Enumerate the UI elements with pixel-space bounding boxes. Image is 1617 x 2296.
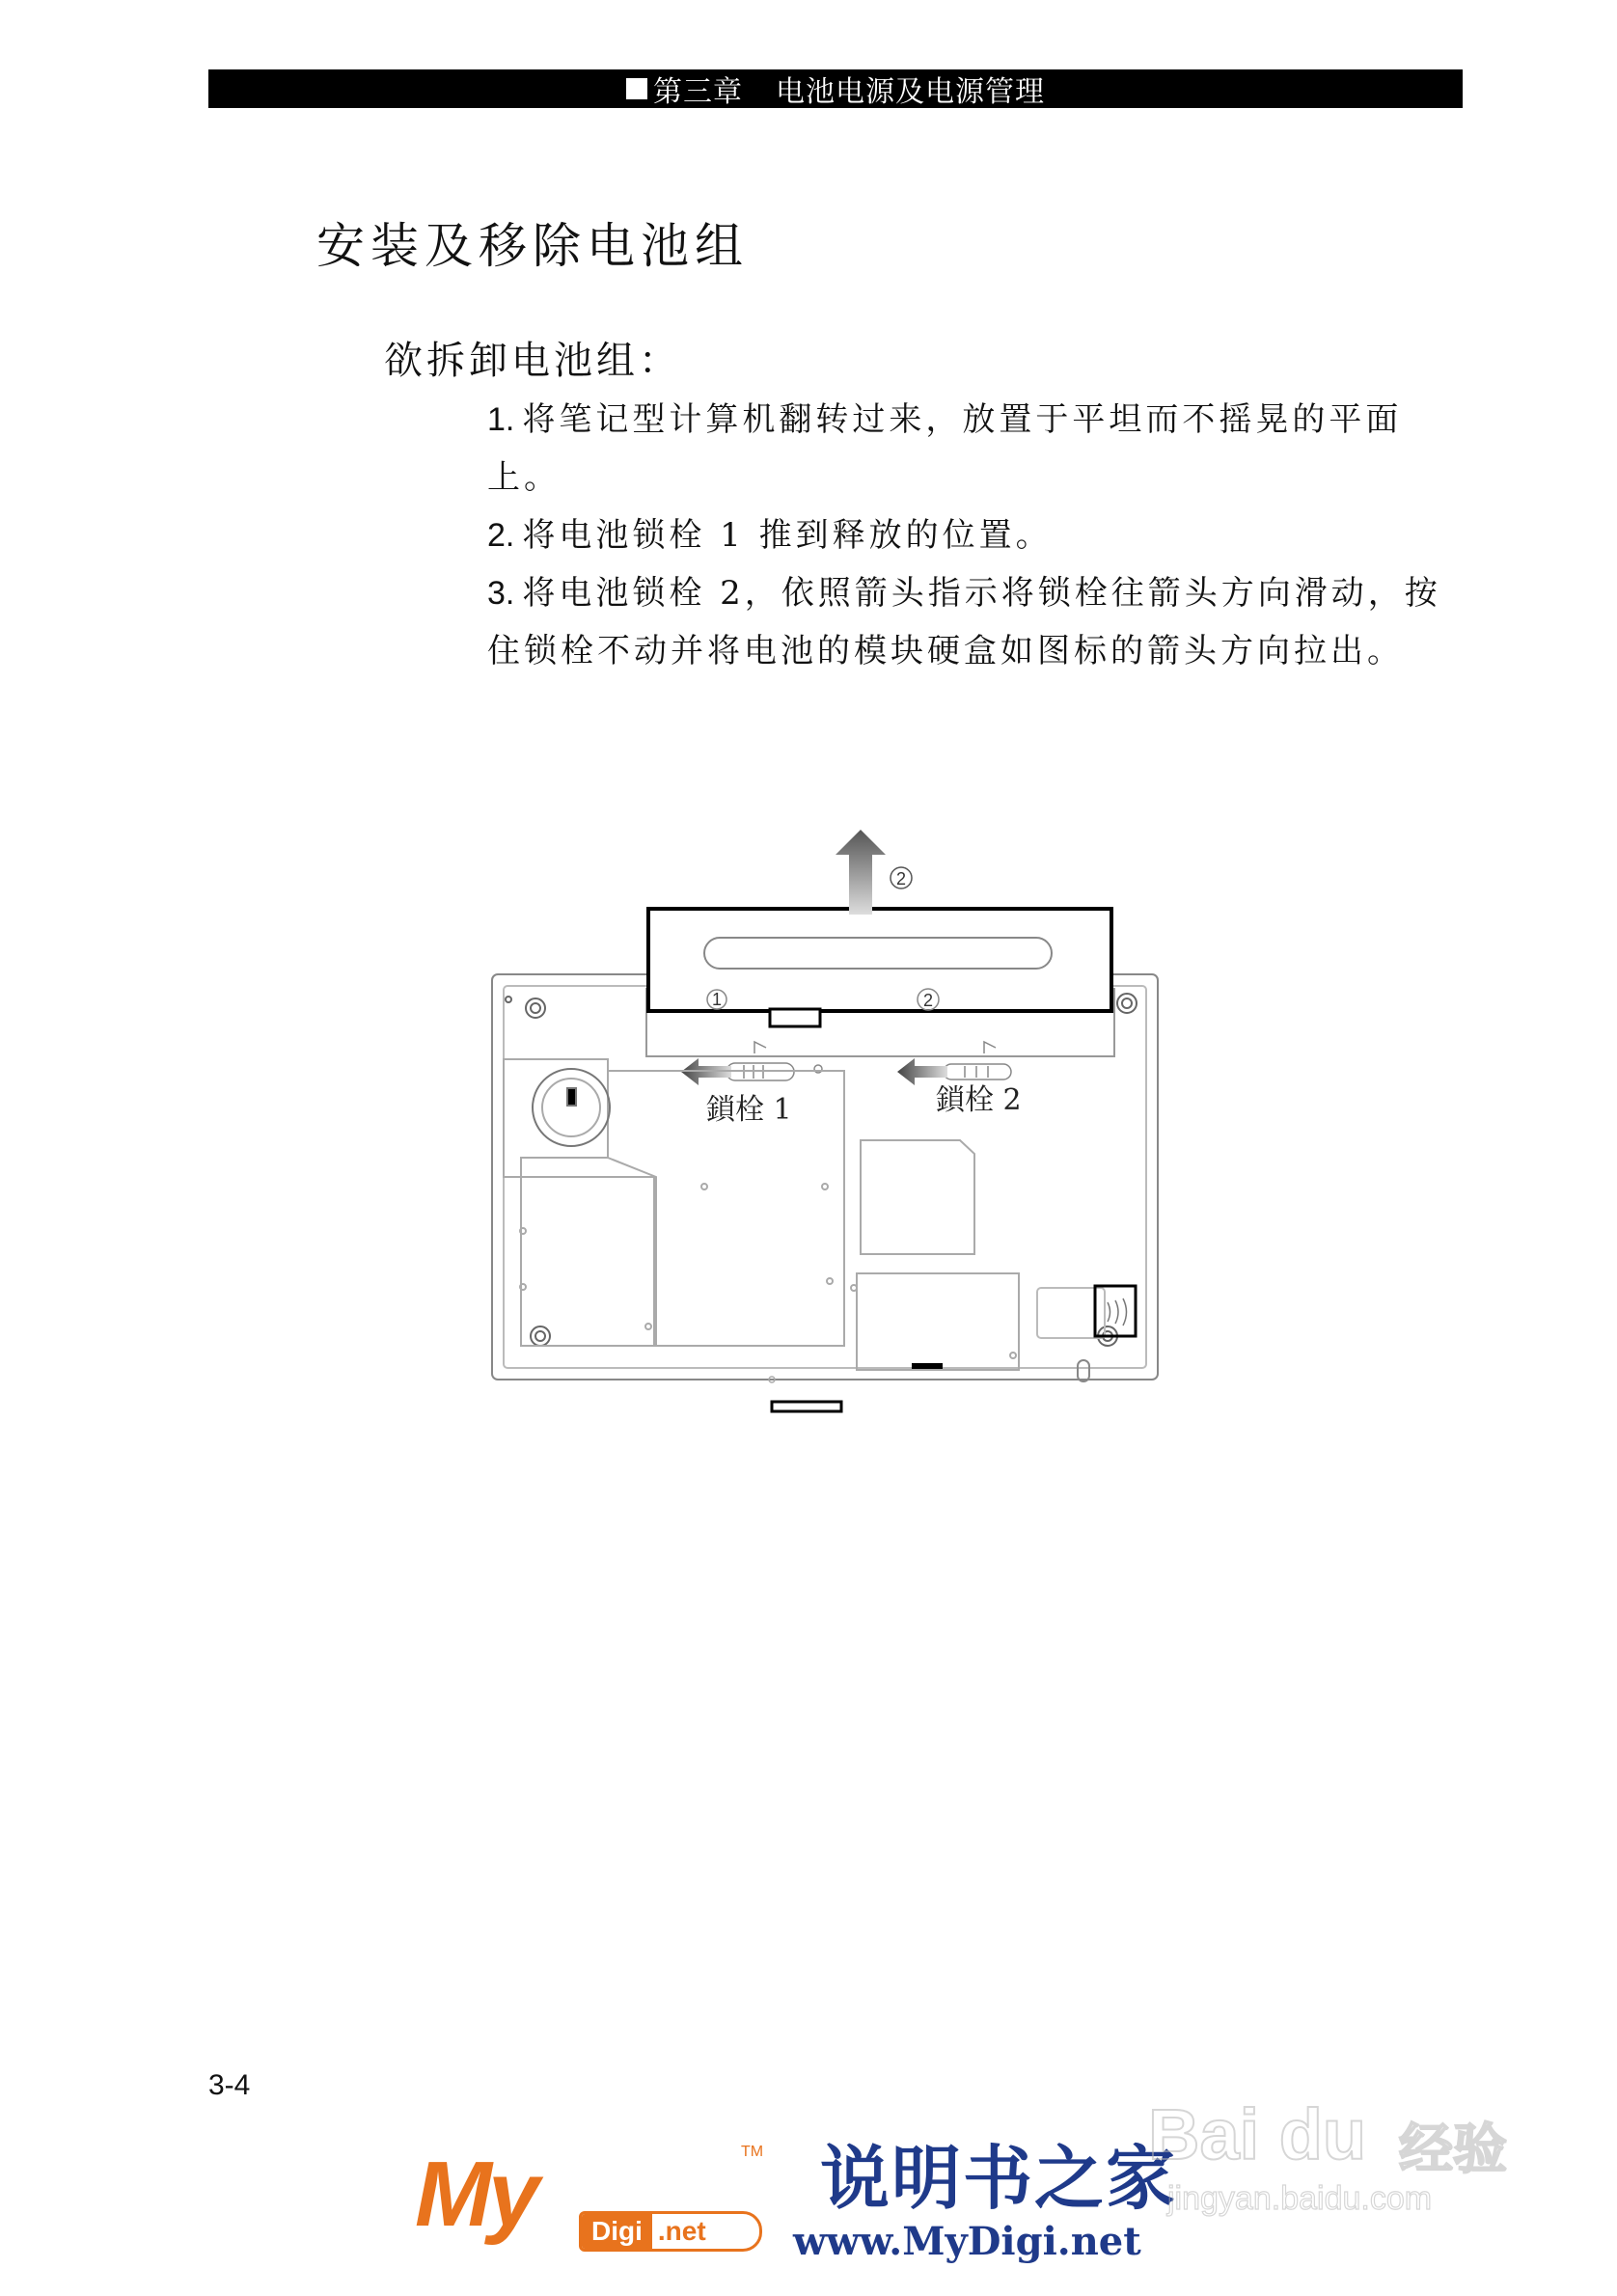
- section-subtitle: 欲拆卸电池组：: [384, 339, 681, 383]
- logo-site-url: www.MyDigi.net: [793, 2219, 1141, 2264]
- battery-removal-diagram: [482, 830, 1187, 1544]
- latch-2-label: 鎖栓 2: [936, 1083, 1022, 1117]
- cooling-fan: [504, 1059, 610, 1177]
- chapter-section-title: 电池电源及电源管理: [776, 75, 1045, 109]
- watermark-url: jingyan.baidu.com: [1167, 2180, 1433, 2217]
- latch-2-arrow-icon: [897, 1058, 947, 1085]
- square-bullet-icon: [626, 78, 647, 99]
- mydigi-logo: [415, 2122, 1206, 2267]
- step-item-3: 3. 将电池锁栓 2，依照箭头指示将锁栓往箭头方向滑动，按住锁栓不动并将电池的模块硬盒如图标的箭头方向拉出。: [487, 574, 1441, 670]
- bottom-latch: [772, 1402, 841, 1411]
- memory-cover-panels: [520, 1071, 844, 1346]
- page-title: 安装及移除电池组: [316, 218, 749, 274]
- baidu-watermark: [1138, 2074, 1544, 2219]
- logo-my-text: My: [415, 2143, 536, 2246]
- step-item-2: 2. 将电池锁栓 1 推到释放的位置。: [487, 516, 1053, 555]
- step-item-1: 1. 将笔记型计算机翻转过来，放置于平坦而不摇晃的平面上。: [487, 400, 1403, 497]
- logo-trademark: TM: [741, 2144, 764, 2160]
- chapter-header-bar: [208, 69, 1463, 108]
- watermark-cn: 经验: [1399, 2118, 1507, 2181]
- latch-1-label: 鎖栓 1: [706, 1093, 792, 1127]
- screw-icons: [506, 994, 1137, 1346]
- logo-site-name: 说明书之家: [820, 2137, 1178, 2219]
- callout-2-latch-label: 2: [922, 991, 934, 1010]
- page-number: 3-4: [208, 2069, 251, 2101]
- pull-direction-arrow-icon: [836, 830, 886, 915]
- cover-latch: [912, 1363, 943, 1369]
- logo-digi-badge: Digi .net: [579, 2211, 762, 2252]
- chapter-label: 第三章: [653, 75, 743, 109]
- watermark-brand: Bai du: [1148, 2094, 1367, 2174]
- callout-1-label: 1: [711, 990, 723, 1009]
- callout-2-top-label: 2: [895, 869, 907, 888]
- hdd-cover: [851, 1140, 1019, 1370]
- step-list: [487, 391, 1471, 680]
